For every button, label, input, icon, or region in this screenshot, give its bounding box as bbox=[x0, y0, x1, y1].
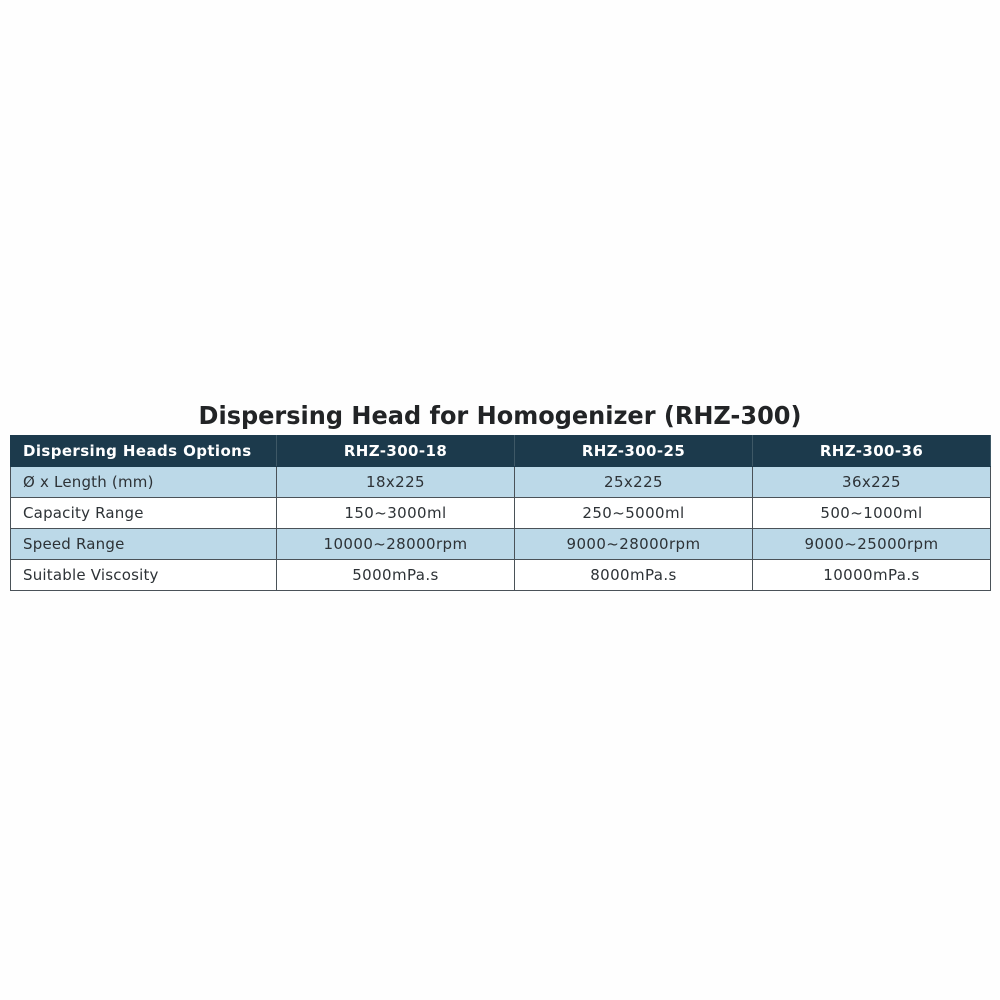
table-row-diameter-length bbox=[11, 467, 991, 498]
table-cell: 150~3000ml bbox=[277, 498, 515, 529]
table-cell: 25x225 bbox=[515, 467, 753, 498]
table-cell: 36x225 bbox=[753, 467, 991, 498]
row-label: Ø x Length (mm) bbox=[11, 467, 277, 498]
table-cell: 500~1000ml bbox=[753, 498, 991, 529]
row-label: Suitable Viscosity bbox=[11, 560, 277, 591]
column-header-options: Dispersing Heads Options bbox=[11, 436, 277, 467]
table-cell: 10000mPa.s bbox=[753, 560, 991, 591]
row-label: Speed Range bbox=[11, 529, 277, 560]
table-cell: 5000mPa.s bbox=[277, 560, 515, 591]
column-header-rhz-300-18: RHZ-300-18 bbox=[277, 436, 515, 467]
row-label: Capacity Range bbox=[11, 498, 277, 529]
table-row-capacity-range bbox=[11, 498, 991, 529]
table-cell: 8000mPa.s bbox=[515, 560, 753, 591]
table-cell: 9000~28000rpm bbox=[515, 529, 753, 560]
table-row-suitable-viscosity bbox=[11, 560, 991, 591]
table-cell: 10000~28000rpm bbox=[277, 529, 515, 560]
column-header-rhz-300-36: RHZ-300-36 bbox=[753, 436, 991, 467]
table-cell: 250~5000ml bbox=[515, 498, 753, 529]
page-title: Dispersing Head for Homogenizer (RHZ-300) bbox=[198, 401, 802, 430]
column-header-rhz-300-25: RHZ-300-25 bbox=[515, 436, 753, 467]
spec-table bbox=[10, 435, 991, 591]
table-cell: 18x225 bbox=[277, 467, 515, 498]
table-row-speed-range bbox=[11, 529, 991, 560]
table-header-row bbox=[11, 436, 991, 467]
table-cell: 9000~25000rpm bbox=[753, 529, 991, 560]
